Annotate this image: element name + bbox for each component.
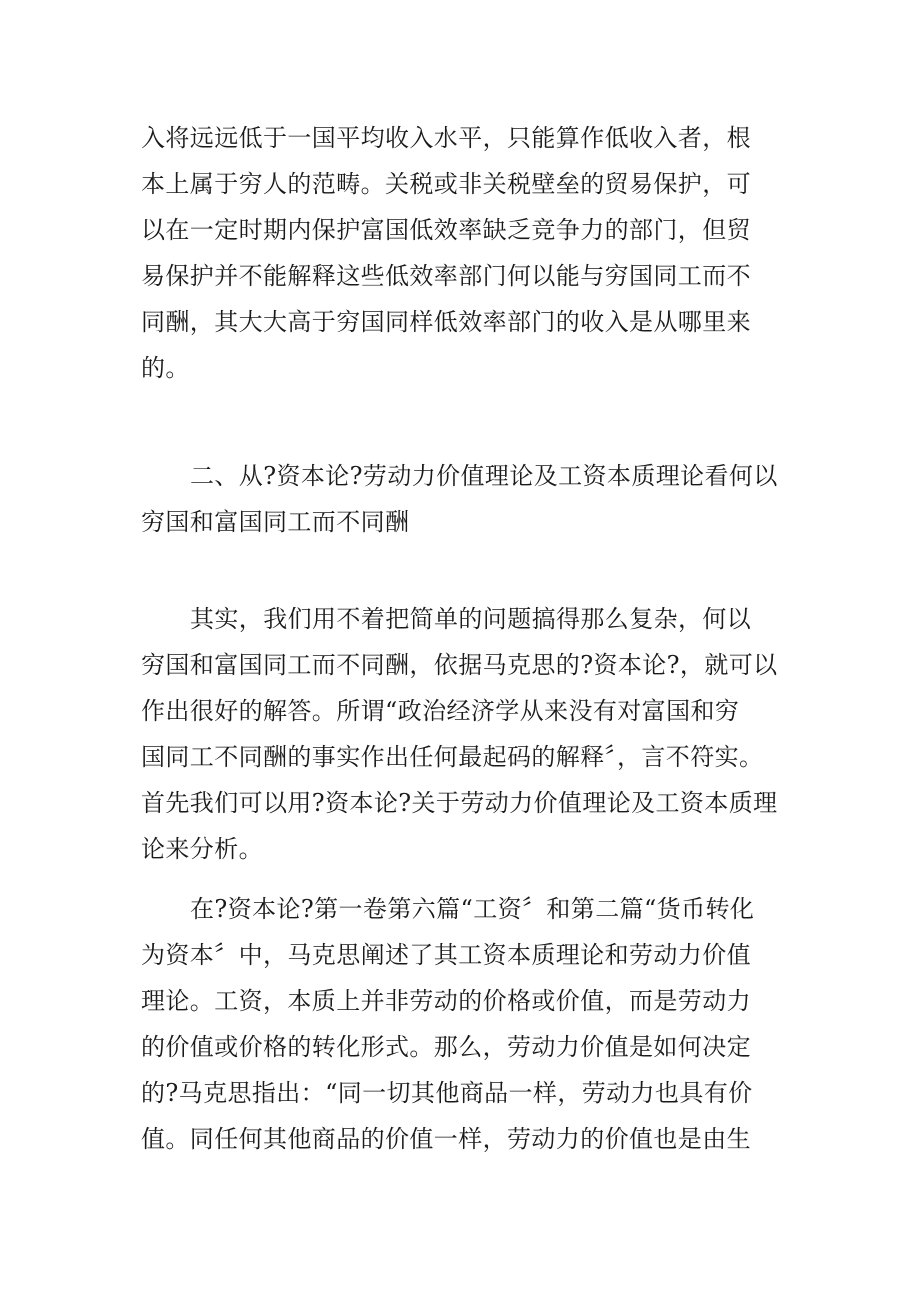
- paragraph-3-line-1: 在?资本论?第一卷第六篇“工资〞和第二篇“货币转化: [190, 895, 755, 923]
- paragraph-2-line-5: 首先我们可以用?资本论?关于劳动力价值理论及工资本质理: [141, 789, 778, 817]
- paragraph-1-line-3: 以在一定时期内保护富国低效率缺乏竞争力的部门，但贸: [141, 216, 751, 244]
- paragraph-1-line-2: 本上属于穷人的范畴。关税或非关税壁垒的贸易保护，可: [141, 170, 751, 198]
- paragraph-1-line-5: 同酬，其大大高于穷国同样低效率部门的收入是从哪里来: [141, 308, 751, 336]
- paragraph-3-line-2: 为资本〞中，马克思阐述了其工资本质理论和劳动力价值: [141, 941, 751, 969]
- paragraph-2-line-6: 论来分析。: [141, 835, 263, 863]
- paragraph-3-line-5: 的?马克思指出：“同一切其他商品一样，劳动力也具有价: [141, 1079, 753, 1107]
- paragraph-3-line-3: 理论。工资，本质上并非劳动的价格或价值，而是劳动力: [141, 987, 751, 1015]
- section-heading-line-2: 穷国和富国同工而不同酬: [141, 508, 410, 536]
- paragraph-2-line-4: 国同工不同酬的事实作出任何最起码的解释〞，言不符实。: [141, 743, 764, 771]
- paragraph-3-line-6: 值。同任何其他商品的价值一样，劳动力的价值也是由生: [141, 1125, 751, 1153]
- paragraph-3-line-4: 的价值或价格的转化形式。那么，劳动力价值是如何决定: [141, 1033, 751, 1061]
- section-heading-line-1: 二、从?资本论?劳动力价值理论及工资本质理论看何以: [190, 462, 778, 490]
- paragraph-1-line-4: 易保护并不能解释这些低效率部门何以能与穷国同工而不: [141, 262, 751, 290]
- paragraph-2-line-3: 作出很好的解答。所谓“政治经济学从来没有对富国和穷: [141, 697, 740, 725]
- paragraph-2-line-2: 穷国和富国同工而不同酬，依据马克思的?资本论?，就可以: [141, 651, 778, 679]
- paragraph-1-line-6: 的。: [141, 354, 190, 382]
- paragraph-2-line-1: 其实，我们用不着把简单的问题搞得那么复杂，何以: [190, 605, 752, 633]
- paragraph-1-line-1: 入将远远低于一国平均收入水平，只能算作低收入者，根: [141, 124, 751, 152]
